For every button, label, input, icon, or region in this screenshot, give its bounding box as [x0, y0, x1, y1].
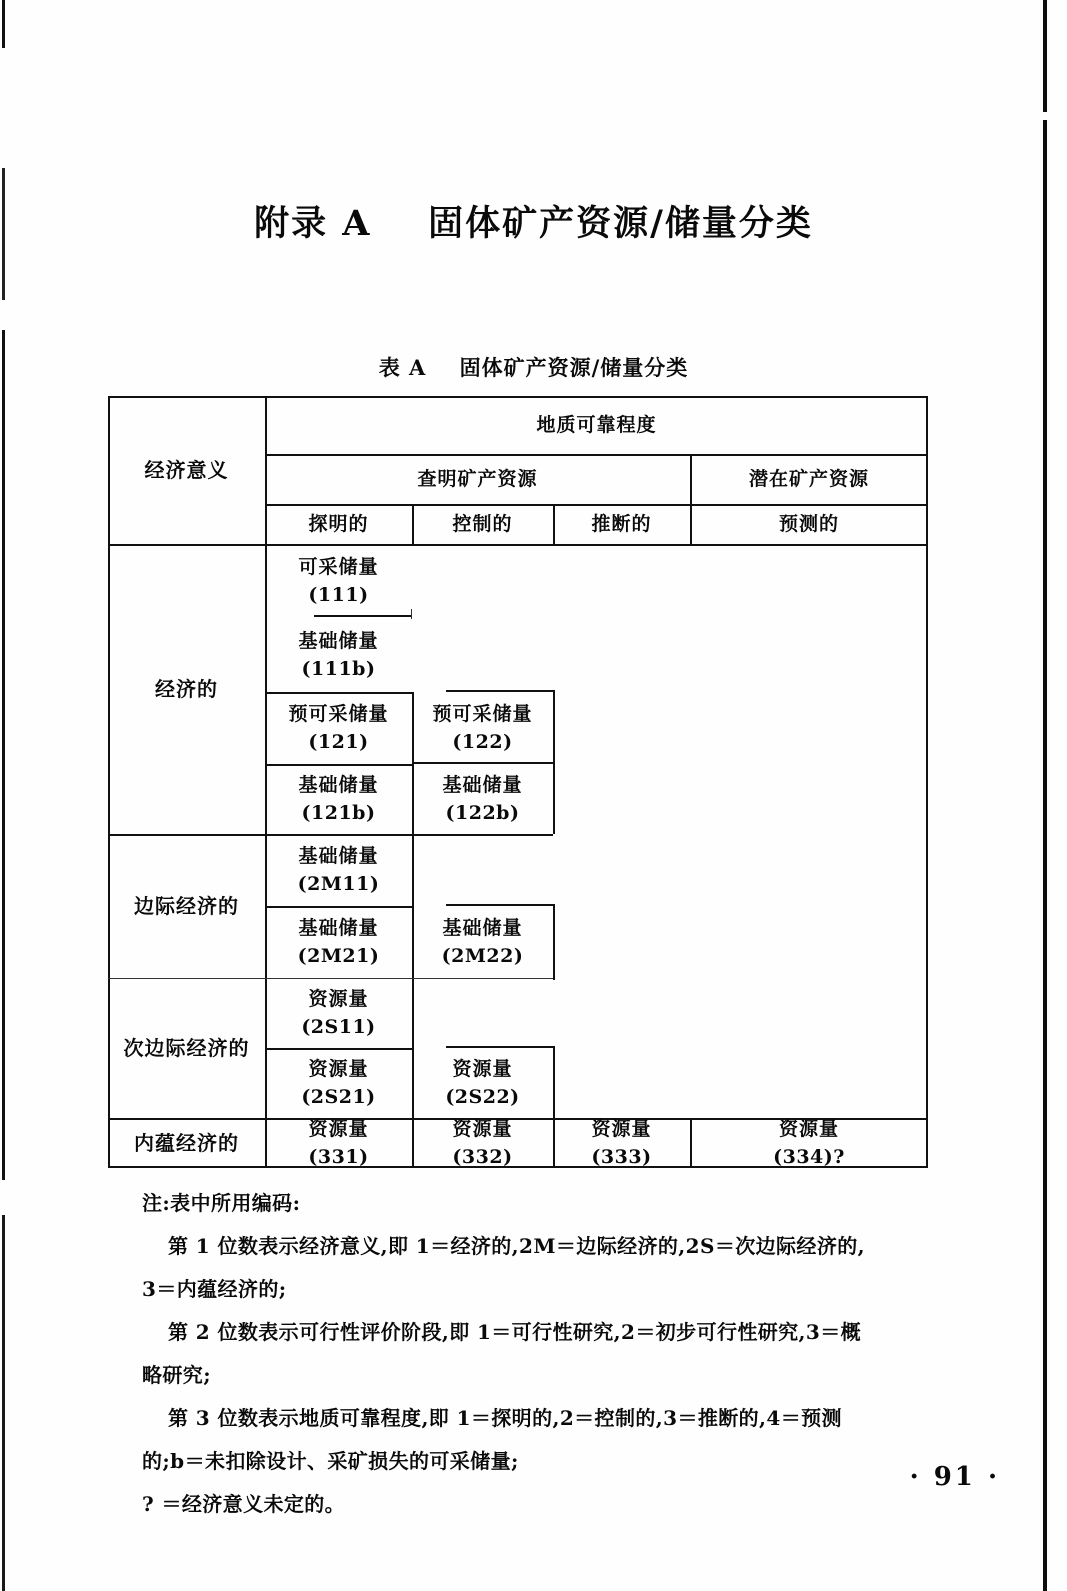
note-line-1: 第 1 位数表示经济意义,即 1＝经济的,2M＝边际经济的,2S＝次边际经济的,	[168, 1234, 865, 1258]
cell-code: (332)	[452, 1146, 513, 1168]
note-line-6: 的;b＝未扣除设计、采矿损失的可采储量;	[142, 1449, 519, 1473]
cell-term: 资源量	[308, 1057, 369, 1080]
cell-resources-331	[265, 1118, 412, 1168]
cell-term: 资源量	[308, 987, 369, 1010]
header-potential-resources	[690, 454, 928, 504]
cell-basic-reserves-111b	[265, 618, 412, 692]
header-column-proved-label: 探明的	[308, 512, 369, 535]
cell-term: 资源量	[778, 1117, 839, 1140]
note-line-2: 3＝内蕴经济的;	[142, 1277, 287, 1301]
note-lead: 注:表中所用编码:	[142, 1191, 301, 1215]
cell-term: 资源量	[452, 1057, 513, 1080]
cell-basic-reserves-121b	[265, 764, 412, 834]
row-label-submarginally-economic	[108, 978, 265, 1118]
cell-code: (2M21)	[297, 945, 380, 967]
cell-code: (2S11)	[301, 1016, 376, 1038]
cell-term: 基础储量	[442, 773, 523, 796]
cell-term: 可采储量	[298, 555, 379, 578]
cell-resources-334	[690, 1118, 928, 1168]
header-column-controlled-label: 控制的	[452, 512, 513, 535]
header-economic-meaning	[108, 396, 265, 544]
cell-term: 资源量	[591, 1117, 652, 1140]
row-label-marginally-economic-text: 边际经济的	[134, 894, 239, 918]
cell-code: (121)	[308, 731, 369, 753]
header-identified-resources	[265, 454, 690, 504]
cell-basic-reserves-122b	[412, 764, 553, 834]
cell-basic-reserves-2M11	[265, 834, 412, 906]
header-column-proved	[265, 504, 412, 544]
cell-code: (111)	[308, 584, 369, 606]
row-label-submarginally-economic-text: 次边际经济的	[123, 1036, 250, 1060]
note-line-5: 第 3 位数表示地质可靠程度,即 1＝探明的,2＝控制的,3＝推断的,4＝预测	[168, 1406, 842, 1430]
cell-prefeasibility-recoverable-122	[412, 692, 553, 764]
cell-resources-2S11	[265, 978, 412, 1048]
cell-term: 资源量	[452, 1117, 513, 1140]
cell-term: 预可采储量	[288, 702, 389, 725]
header-column-controlled	[412, 504, 553, 544]
header-column-inferred	[553, 504, 690, 544]
cell-term: 基础储量	[298, 629, 379, 652]
cell-code: (121b)	[301, 802, 376, 824]
row-label-economic	[108, 544, 265, 834]
page-number: · 91 ·	[909, 1462, 1000, 1492]
cell-basic-reserves-2M22	[412, 906, 553, 978]
row-label-intrinsically-economic-text: 内蕴经济的	[134, 1131, 239, 1155]
cell-code: (334)?	[773, 1146, 845, 1168]
cell-term: 基础储量	[298, 844, 379, 867]
classification-table	[108, 396, 928, 1168]
header-identified-resources-label: 查明矿产资源	[417, 467, 538, 490]
cell-resources-333	[553, 1118, 690, 1168]
note-line-7: ? ＝经济意义未定的。	[142, 1492, 346, 1516]
row-label-economic-text: 经济的	[155, 677, 218, 701]
header-geological-reliability	[265, 396, 928, 454]
cell-code: (2S21)	[301, 1086, 376, 1108]
cell-resources-2S21	[265, 1048, 412, 1118]
header-economic-meaning-label: 经济意义	[144, 458, 229, 482]
rule-right-bound-122-block	[553, 690, 555, 834]
cell-term: 预可采储量	[432, 702, 533, 725]
cell-term: 基础储量	[442, 916, 523, 939]
cell-code: (2M11)	[297, 873, 380, 895]
cell-code: (2M22)	[441, 945, 524, 967]
cell-code: (2S22)	[445, 1086, 520, 1108]
cell-code: (122)	[452, 731, 513, 753]
row-label-marginally-economic	[108, 834, 265, 978]
row-label-intrinsically-economic	[108, 1118, 265, 1168]
header-geological-reliability-label: 地质可靠程度	[536, 413, 657, 436]
rule-right-bound-2M22	[553, 904, 555, 980]
cell-recoverable-reserves-111	[265, 544, 412, 618]
cell-code: (111b)	[301, 658, 376, 680]
header-column-predicted	[690, 504, 928, 544]
header-column-inferred-label: 推断的	[591, 512, 652, 535]
cell-resources-332	[412, 1118, 553, 1168]
header-potential-resources-label: 潜在矿产资源	[748, 467, 869, 490]
cell-code: (331)	[308, 1146, 369, 1168]
cell-code: (333)	[591, 1146, 652, 1168]
cell-prefeasibility-recoverable-121	[265, 692, 412, 764]
rule-right-bound-2S22	[553, 1046, 555, 1120]
cell-term: 资源量	[308, 1117, 369, 1140]
note-line-4: 略研究;	[142, 1363, 211, 1387]
cell-resources-2S22	[412, 1048, 553, 1118]
cell-code: (122b)	[445, 802, 520, 824]
table-caption: 表 A 固体矿产资源/储量分类	[378, 355, 689, 380]
appendix-title: 附录 A 固体矿产资源/储量分类	[254, 203, 813, 244]
note-line-3: 第 2 位数表示可行性评价阶段,即 1＝可行性研究,2＝初步可行性研究,3＝概	[168, 1320, 862, 1344]
cell-term: 基础储量	[298, 916, 379, 939]
rule-between-111-and-111b	[314, 615, 412, 617]
header-column-predicted-label: 预测的	[778, 512, 839, 535]
cell-basic-reserves-2M21	[265, 906, 412, 978]
cell-term: 基础储量	[298, 773, 379, 796]
